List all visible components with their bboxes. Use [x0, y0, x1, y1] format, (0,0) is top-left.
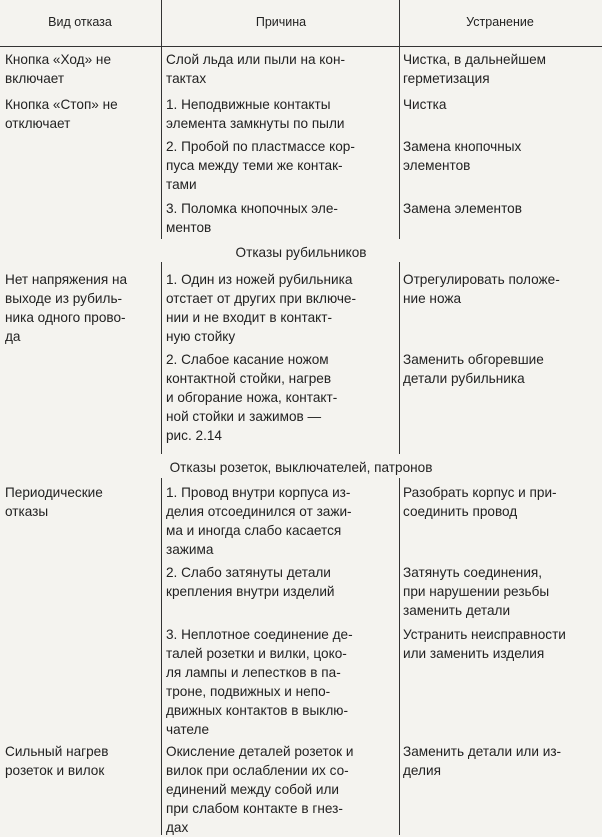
table-row: Нет напряжения на выходе из рубиль- ника одного прово- да: [5, 272, 128, 344]
cause-cell: Окисление деталей розеток и вилок при ослаблении их со- единений между собой или при слабом контакте в гнез- дах: [166, 744, 354, 835]
remedy-cell: Чистка: [403, 97, 447, 112]
cause-cell: 2. Слабо затянуты детали крепления внутри изделий: [166, 565, 335, 599]
cause-cell: 1. Провод внутри корпуса из- делия отсоединился от зажи- ма и иногда слабо касается зажима: [166, 485, 352, 557]
table-row: Кнопка «Ход» не включает: [5, 52, 112, 86]
cause-cell: 2. Слабое касание ножом контактной стойки, нагрев и обгорание ножа, контакт- ной стойки и зажимов — рис. 2.14: [166, 352, 338, 443]
remedy-cell: Затянуть соединения, при нарушении резьбы заменить детали: [403, 565, 550, 618]
header-divider-1: [161, 0, 162, 46]
column-divider-1c: [161, 478, 162, 835]
table-header: [0, 0, 602, 47]
cause-cell: 2. Пробой по пластмассе кор- пуса между теми же контак- тами: [166, 139, 355, 192]
header-cause: Причина: [255, 15, 307, 29]
remedy-cell: Чистка, в дальнейшем герметизация: [403, 52, 547, 86]
table-row: Периодические отказы: [5, 485, 103, 519]
cause-cell: 1. Один из ножей рубильника отстает от других при включе- нии и не входит в контакт- ную стойку: [166, 272, 357, 344]
column-divider-1a: [161, 46, 162, 239]
header-failure-type: Вид отказа: [48, 15, 112, 29]
remedy-cell: Заменить обгоревшие детали рубильника: [403, 352, 544, 386]
header-divider-2: [399, 0, 400, 46]
cause-cell: Слой льда или пыли на кон- тактах: [166, 52, 345, 86]
remedy-cell: Устранить неисправности или заменить изделия: [403, 627, 566, 661]
column-divider-2a: [399, 46, 400, 239]
column-divider-2c: [399, 478, 400, 835]
cause-cell: 3. Поломка кнопочных эле- ментов: [166, 201, 338, 235]
remedy-cell: Замена элементов: [403, 201, 522, 216]
table-row: Кнопка «Стоп» не отключает: [5, 97, 118, 131]
section-title-sockets: Отказы розеток, выключателей, патронов: [169, 460, 433, 475]
remedy-cell: Отрегулировать положе- ние ножа: [403, 272, 560, 306]
table-row: Сильный нагрев розеток и вилок: [5, 744, 109, 778]
cause-cell: 1. Неподвижные контакты элемента замкнуты по пыли: [166, 97, 345, 131]
header-remedy: Устранение: [466, 15, 534, 29]
remedy-cell: Разобрать корпус и при- соединить провод: [403, 485, 557, 519]
remedy-cell: Заменить детали или из- делия: [403, 744, 562, 778]
section-title-switches: Отказы рубильников: [235, 245, 367, 260]
column-divider-1b: [161, 262, 162, 454]
remedy-cell: Замена кнопочных элементов: [403, 139, 522, 173]
column-divider-2b: [399, 262, 400, 454]
cause-cell: 3. Неплотное соединение де- талей розетки и вилки, цоко- ля лампы и лепестков в па- троне, подвижных и непо- движных контактов в выклю- чателе: [166, 627, 353, 737]
